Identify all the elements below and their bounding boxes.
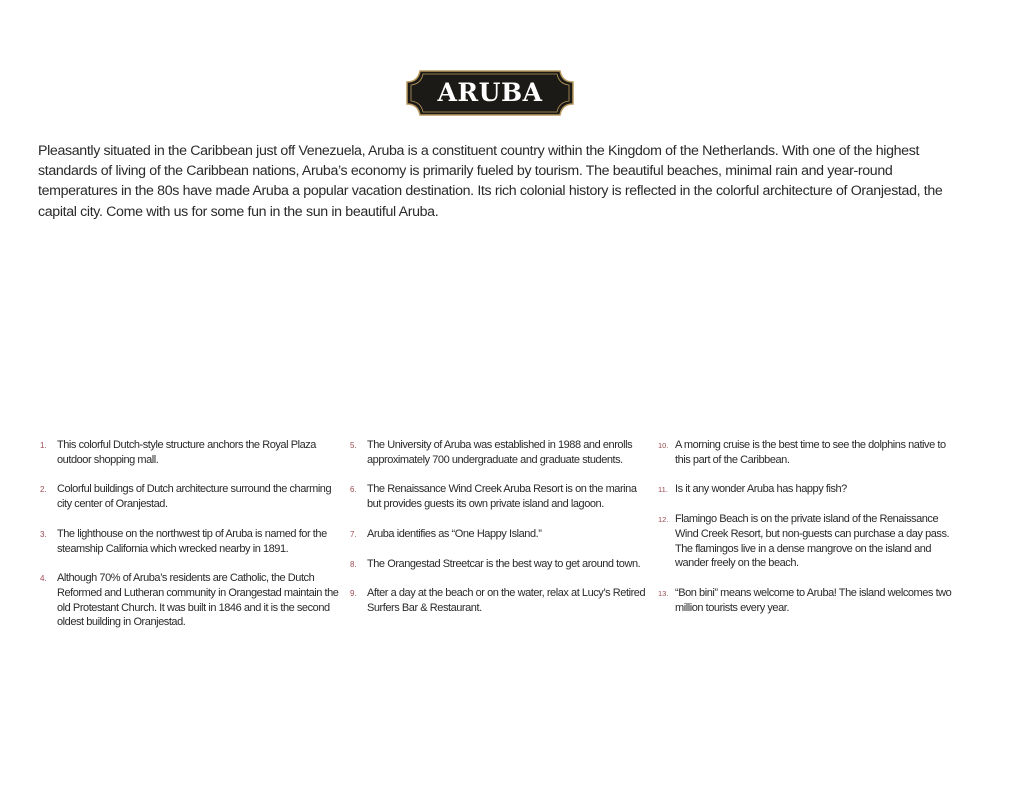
caption-number: 11. [658, 485, 668, 495]
caption-text: Colorful buildings of Dutch architecture surround the charming city center of Oranjestad. [57, 483, 332, 511]
caption-number: 3. [40, 529, 47, 539]
caption-text: A morning cruise is the best time to see the dolphins native to this part of the Caribbean. [675, 439, 946, 466]
title-badge [406, 70, 574, 116]
caption-item [350, 482, 650, 511]
caption-item [658, 482, 958, 497]
caption-number: 13. [658, 588, 669, 598]
caption-item [40, 438, 340, 467]
caption-item [658, 512, 958, 571]
caption-item [350, 557, 650, 572]
caption-number: 7. [350, 529, 357, 539]
caption-text: This colorful Dutch-style structure anchors the Royal Plaza outdoor shopping mall. [57, 439, 316, 466]
intro-paragraph: Pleasantly situated in the Caribbean just off Venezuela, Aruba is a constituent country within the Kingdom of the Netherlands. With one of the highest standards of living of the Caribbean nations, Aruba’s economy is primarily fueled by tourism. The beautiful beaches, minimal rain and year-round temperatures in the 80s have made Aruba a popular vacation destination. Its rich colonial history is reflected in the colorful architecture of Oranjestad, the capital city. Come with us for some fun in the sun in beautiful Aruba. [38, 143, 943, 220]
caption-number: 2. [40, 485, 47, 495]
caption-item [350, 527, 650, 542]
caption-text: The University of Aruba was established in 1988 and enrolls approximately 700 undergraduate and graduate students. [367, 439, 633, 466]
caption-number: 8. [350, 559, 357, 569]
caption-text: The lighthouse on the northwest tip of Aruba is named for the steamship California which wrecked nearby in 1891. [57, 527, 327, 555]
caption-item [40, 482, 340, 511]
caption-text: The Renaissance Wind Creek Aruba Resort is on the marina but provides guests its own private island and lagoon. [367, 483, 637, 511]
caption-column-3 [658, 438, 958, 630]
caption-text: Aruba identifies as “One Happy Island.” [367, 527, 542, 540]
caption-item [658, 586, 958, 615]
caption-item [658, 438, 958, 467]
caption-text: “Bon bini” means welcome to Aruba! The island welcomes two million tourists every year. [675, 586, 952, 614]
caption-item [350, 438, 650, 467]
caption-text: Is it any wonder Aruba has happy fish? [675, 483, 847, 496]
caption-number: 12. [658, 515, 669, 525]
caption-number: 1. [40, 441, 47, 450]
caption-number: 5. [350, 441, 357, 450]
caption-column-2 [350, 438, 650, 631]
caption-number: 9. [350, 589, 357, 599]
page-title: ARUBA [437, 78, 543, 107]
caption-number: 6. [350, 485, 357, 495]
caption-text: Flamingo Beach is on the private island of the Renaissance Wind Creek Resort, but non-guests can purchase a day pass. The flamingos live in a dense mangrove on the island and wander freely on the beach. [675, 513, 950, 570]
caption-text: Although 70% of Aruba’s residents are Catholic, the Dutch Reformed and Lutheran community in Orangestad maintain the old Protestant Church. It was built in 1846 and it is the second oldest building in Oranjestad. [57, 572, 339, 629]
caption-text: The Orangestad Streetcar is the best way to get around town. [367, 557, 641, 570]
caption-item [350, 586, 650, 615]
caption-text: After a day at the beach or on the water, relax at Lucy’s Retired Surfers Bar & Restaurant. [367, 587, 646, 614]
caption-item [40, 527, 340, 556]
caption-number: 4. [40, 574, 47, 584]
caption-column-1 [40, 438, 340, 645]
caption-item [40, 571, 340, 630]
caption-number: 10. [658, 441, 669, 450]
